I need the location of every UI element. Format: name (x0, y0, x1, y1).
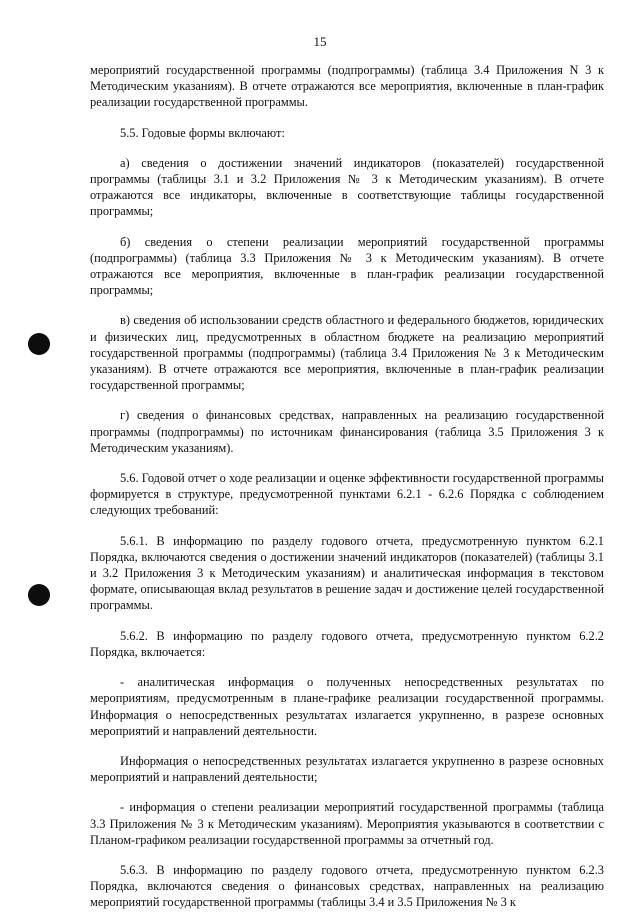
paragraph-item-b: б) сведения о степени реализации мероприятий государственной программы (подпрограммы) (таблица 3.3 Приложения № 3 к Методическим указаниям). В отчете отражаются все мероприятия, включенные в план-график реализации государственной программы; (90, 234, 604, 298)
punch-hole-mark (28, 333, 50, 355)
paragraph-item-g: г) сведения о финансовых средствах, направленных на реализацию государственной программы (подпрограммы) по источникам финансирования (таблица 3.5 Приложения 3 к Методическим указаниям). (90, 408, 604, 455)
document-body (90, 62, 604, 923)
page-number: 15 (313, 34, 327, 49)
paragraph-section-5-6-2: 5.6.2. В информацию по разделу годового отчета, предусмотренную пунктом 6.2.2 Порядка, включается: (90, 628, 604, 659)
paragraph-direct-results: Информация о непосредственных результатах излагается укрупненно в разрезе основных мероприятий и направлений деятельности; (90, 753, 604, 785)
paragraph-section-5-6-3: 5.6.3. В информацию по разделу годового отчета, предусмотренную пунктом 6.2.3 Порядка, включаются сведения о финансовых средствах, направленных на реализацию мероприятий государственной программы (таблицы 3.4 и 3.5 Приложения № 3 к (90, 862, 604, 910)
paragraph-section-5-6: 5.6. Годовой отчет о ходе реализации и оценке эффективности государственной программы формируется в структуре, предусмотренной пунктами 6.2.1 - 6.2.6 Порядка с соблюдением следующих требований: (90, 471, 604, 518)
paragraph-section-5-6-1: 5.6.1. В информацию по разделу годового отчета, предусмотренную пунктом 6.2.1 Порядка, включаются сведения о достижении значений индикаторов (показателей) (таблицы 3.1 и 3.2 Приложения 3 к Методическим указаниям) и аналитическая информация в текстовом формате, описывающая вклад результатов в решение задач и достижение целей государственной программы. (90, 533, 604, 613)
paragraph-item-v: в) сведения об использовании средств областного и федерального бюджетов, юридических и физических лиц, предусмотренных в областном бюджете на реализацию мероприятий государственной программы (подпрограммы) (таблица 3.4 Приложения № 3 к Методическим указаниям). В отчете отражаются все мероприятия, включенные в план-график реализации государственной программы; (90, 313, 604, 393)
paragraph-section-5-5: 5.5. Годовые формы включают: (120, 125, 285, 140)
paragraph-analytic-info: - аналитическая информация о полученных непосредственных результатах по мероприятиям, предусмотренным в плане-графике реализации государственной программы. Информация о непосредственных результатах излагается укрупненно, в разрезе основных мероприятий и направлений деятельности. (90, 675, 604, 738)
punch-hole-mark (28, 584, 50, 606)
paragraph-item-a: а) сведения о достижении значений индикаторов (показателей) государственной программы (таблицы 3.1 и 3.2 Приложения № 3 к Методическим указаниям). В отчете отражаются все индикаторы, включенные в соответствующие таблицы государственной программы; (90, 155, 604, 219)
paragraph-implementation-degree: - информация о степени реализации мероприятий государственной программы (таблица 3.3 Приложения № 3 к Методическим указаниям). Мероприятия указываются в соответствии с Планом-графиком реализации государственной программы за отчетный год. (90, 800, 604, 847)
paragraph-continuation: мероприятий государственной программы (подпрограммы) (таблица 3.4 Приложения N 3 к Методическим указаниям). В отчете отражаются все мероприятия, включенные в план-график реализации государственной программы. (90, 63, 604, 110)
